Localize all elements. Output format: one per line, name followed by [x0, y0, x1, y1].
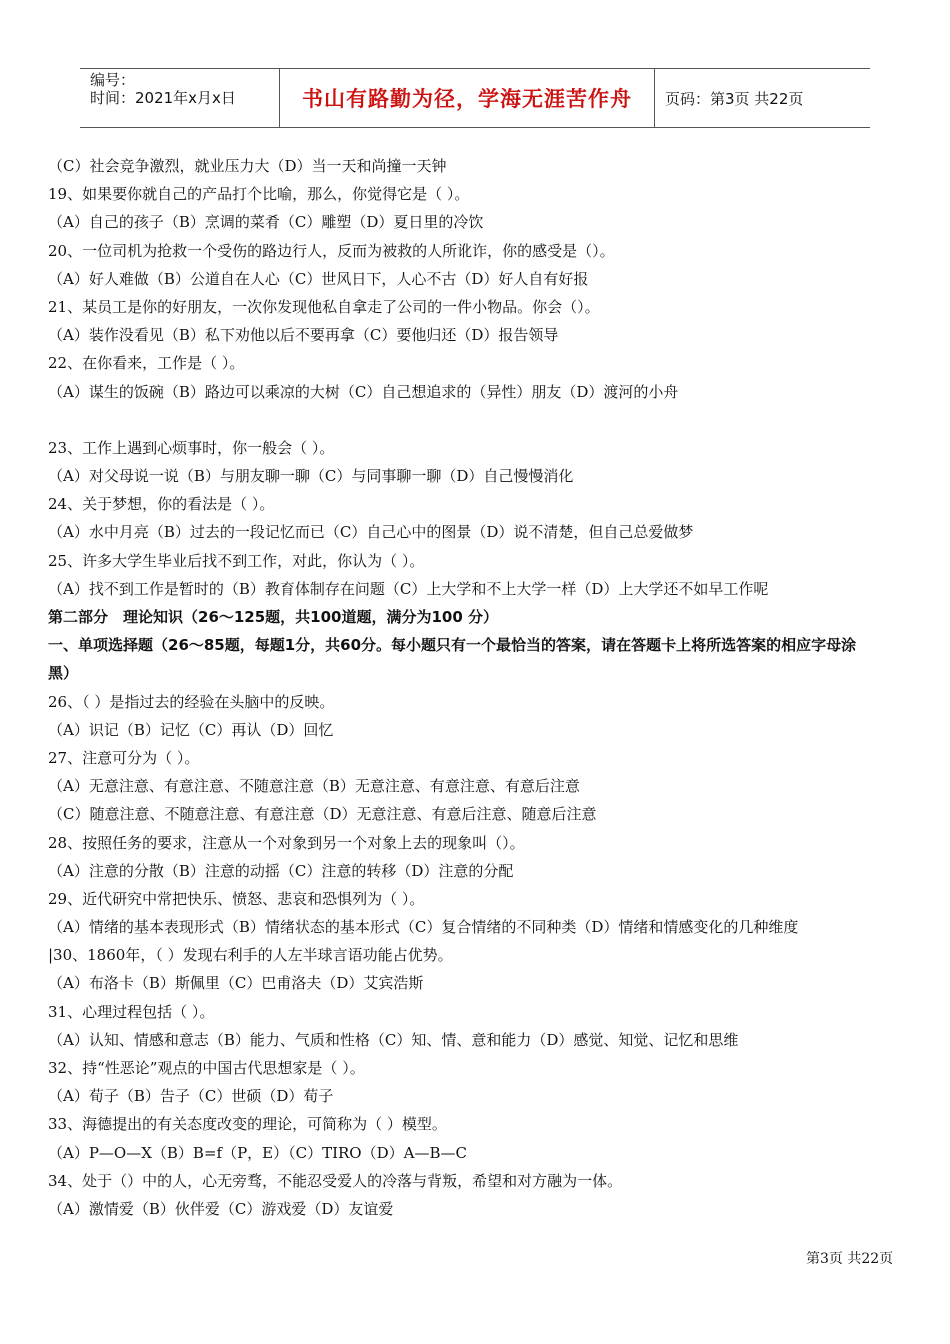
text-line: （A）布洛卡（B）斯佩里（C）巴甫洛夫（D）艾宾浩斯 — [48, 974, 424, 993]
text-line: 24、关于梦想，你的看法是（ ）。 — [48, 495, 275, 514]
text-line: （A）无意注意、有意注意、不随意注意（B）无意注意、有意注意、有意后注意 — [48, 777, 580, 796]
time-label: 时间：2021年x月x日 — [90, 89, 236, 107]
text-line: （C）社会竞争激烈，就业压力大（D）当一天和尚撞一天钟 — [48, 157, 447, 175]
text-line: 28、按照任务的要求，注意从一个对象到另一个对象上去的现象叫（）。 — [48, 833, 525, 852]
text-line: 22、在你看来，工作是（ ）。 — [48, 354, 245, 373]
text-line: （A）装作没看见（B）私下劝他以后不要再拿（C）要他归还（D）报告领导 — [48, 326, 559, 345]
text-line: （A）识记（B）记忆（C）再认（D）回忆 — [48, 720, 334, 739]
header-motto: 书山有路勤为径，学海无涯苦作舟 — [280, 69, 655, 127]
page-footer: 第3页 共22页 — [806, 1251, 894, 1267]
header-meta — [80, 69, 280, 127]
section-heading-line: 黑） — [48, 664, 79, 683]
text-line: |30、1860年，（ ）发现右利手的人左半球言语功能占优势。 — [48, 946, 453, 965]
section-heading-line: 第二部分 理论知识（26～125题，共100道题，满分为100 分） — [48, 608, 499, 626]
text-line: （A）激情爱（B）伙伴爱（C）游戏爱（D）友谊爱 — [48, 1199, 394, 1218]
text-line: （A）情绪的基本表现形式（B）情绪状态的基本形式（C）复合情绪的不同种类（D）情绪和情感变化的几种维度 — [48, 918, 799, 937]
section-heading-line: 一、单项选择题（26～85题，每题1分，共60分。每小题只有一个最恰当的答案，请在答题卡上将所选答案的相应字母涂 — [48, 636, 857, 655]
text-line: （A）水中月亮（B）过去的一段记忆而已（C）自己心中的图景（D）说不清楚，但自己总爱做梦 — [48, 523, 694, 542]
text-line: 31、心理过程包括（ ）。 — [48, 1002, 215, 1021]
text-line: （A）自己的孩子（B）烹调的菜肴（C）雕塑（D）夏日里的冷饮 — [48, 213, 484, 232]
text-line: 26、（ ）是指过去的经验在头脑中的反映。 — [48, 692, 335, 711]
text-line: 34、处于（）中的人，心无旁骛，不能忍受爱人的冷落与背叛，希望和对方融为一体。 — [48, 1171, 623, 1190]
text-line: 25、许多大学生毕业后找不到工作，对此，你认为（ ）。 — [48, 551, 425, 570]
header-page-info: 页码：第3页 共22页 — [665, 89, 804, 108]
number-label: 编号： — [90, 71, 136, 89]
text-line: （A）谋生的饭碗（B）路边可以乘凉的大树（C）自己想追求的（异性）朋友（D）渡河的小舟 — [48, 382, 679, 401]
text-line: 29、近代研究中常把快乐、愤怒、悲哀和恐惧列为（ ）。 — [48, 889, 425, 908]
text-line: 21、某员工是你的好朋友，一次你发现他私自拿走了公司的一件小物品。你会（）。 — [48, 297, 600, 316]
text-line: （A）荀子（B）告子（C）世硕（D）荀子 — [48, 1087, 334, 1106]
text-line: （A）找不到工作是暂时的（B）教育体制存在问题（C）上大学和不上大学一样（D）上大学还不如早工作呢 — [48, 579, 769, 598]
text-line: （A）P—O—X（B）B=f（P，E）（C）TIRO（D）A—B—C — [48, 1143, 467, 1162]
page-header — [80, 68, 870, 128]
text-line: （C）随意注意、不随意注意、有意注意（D）无意注意、有意后注意、随意后注意 — [48, 805, 597, 824]
text-line: 23、工作上遇到心烦事时，你一般会（ ）。 — [48, 438, 335, 457]
document-body — [48, 152, 908, 1223]
text-line: （A）认知、情感和意志（B）能力、气质和性格（C）知、情、意和能力（D）感觉、知觉、记忆和思维 — [48, 1030, 739, 1049]
text-line: （A）注意的分散（B）注意的动摇（C）注意的转移（D）注意的分配 — [48, 861, 514, 880]
text-line: 27、注意可分为（ ）。 — [48, 748, 200, 767]
text-line: 32、持“性恶论”观点的中国古代思想家是（ ）。 — [48, 1059, 365, 1077]
text-line: 19、如果要你就自己的产品打个比喻，那么，你觉得它是（ ）。 — [48, 185, 470, 204]
text-line: 20、一位司机为抢救一个受伤的路边行人，反而为被救的人所讹诈，你的感受是（）。 — [48, 241, 615, 260]
text-line: 33、海德提出的有关态度改变的理论，可简称为（ ）模型。 — [48, 1115, 447, 1134]
blank-line — [48, 406, 908, 434]
text-line: （A）好人难做（B）公道自在人心（C）世风日下，人心不古（D）好人自有好报 — [48, 269, 589, 288]
text-line: （A）对父母说一说（B）与朋友聊一聊（C）与同事聊一聊（D）自己慢慢消化 — [48, 467, 574, 486]
